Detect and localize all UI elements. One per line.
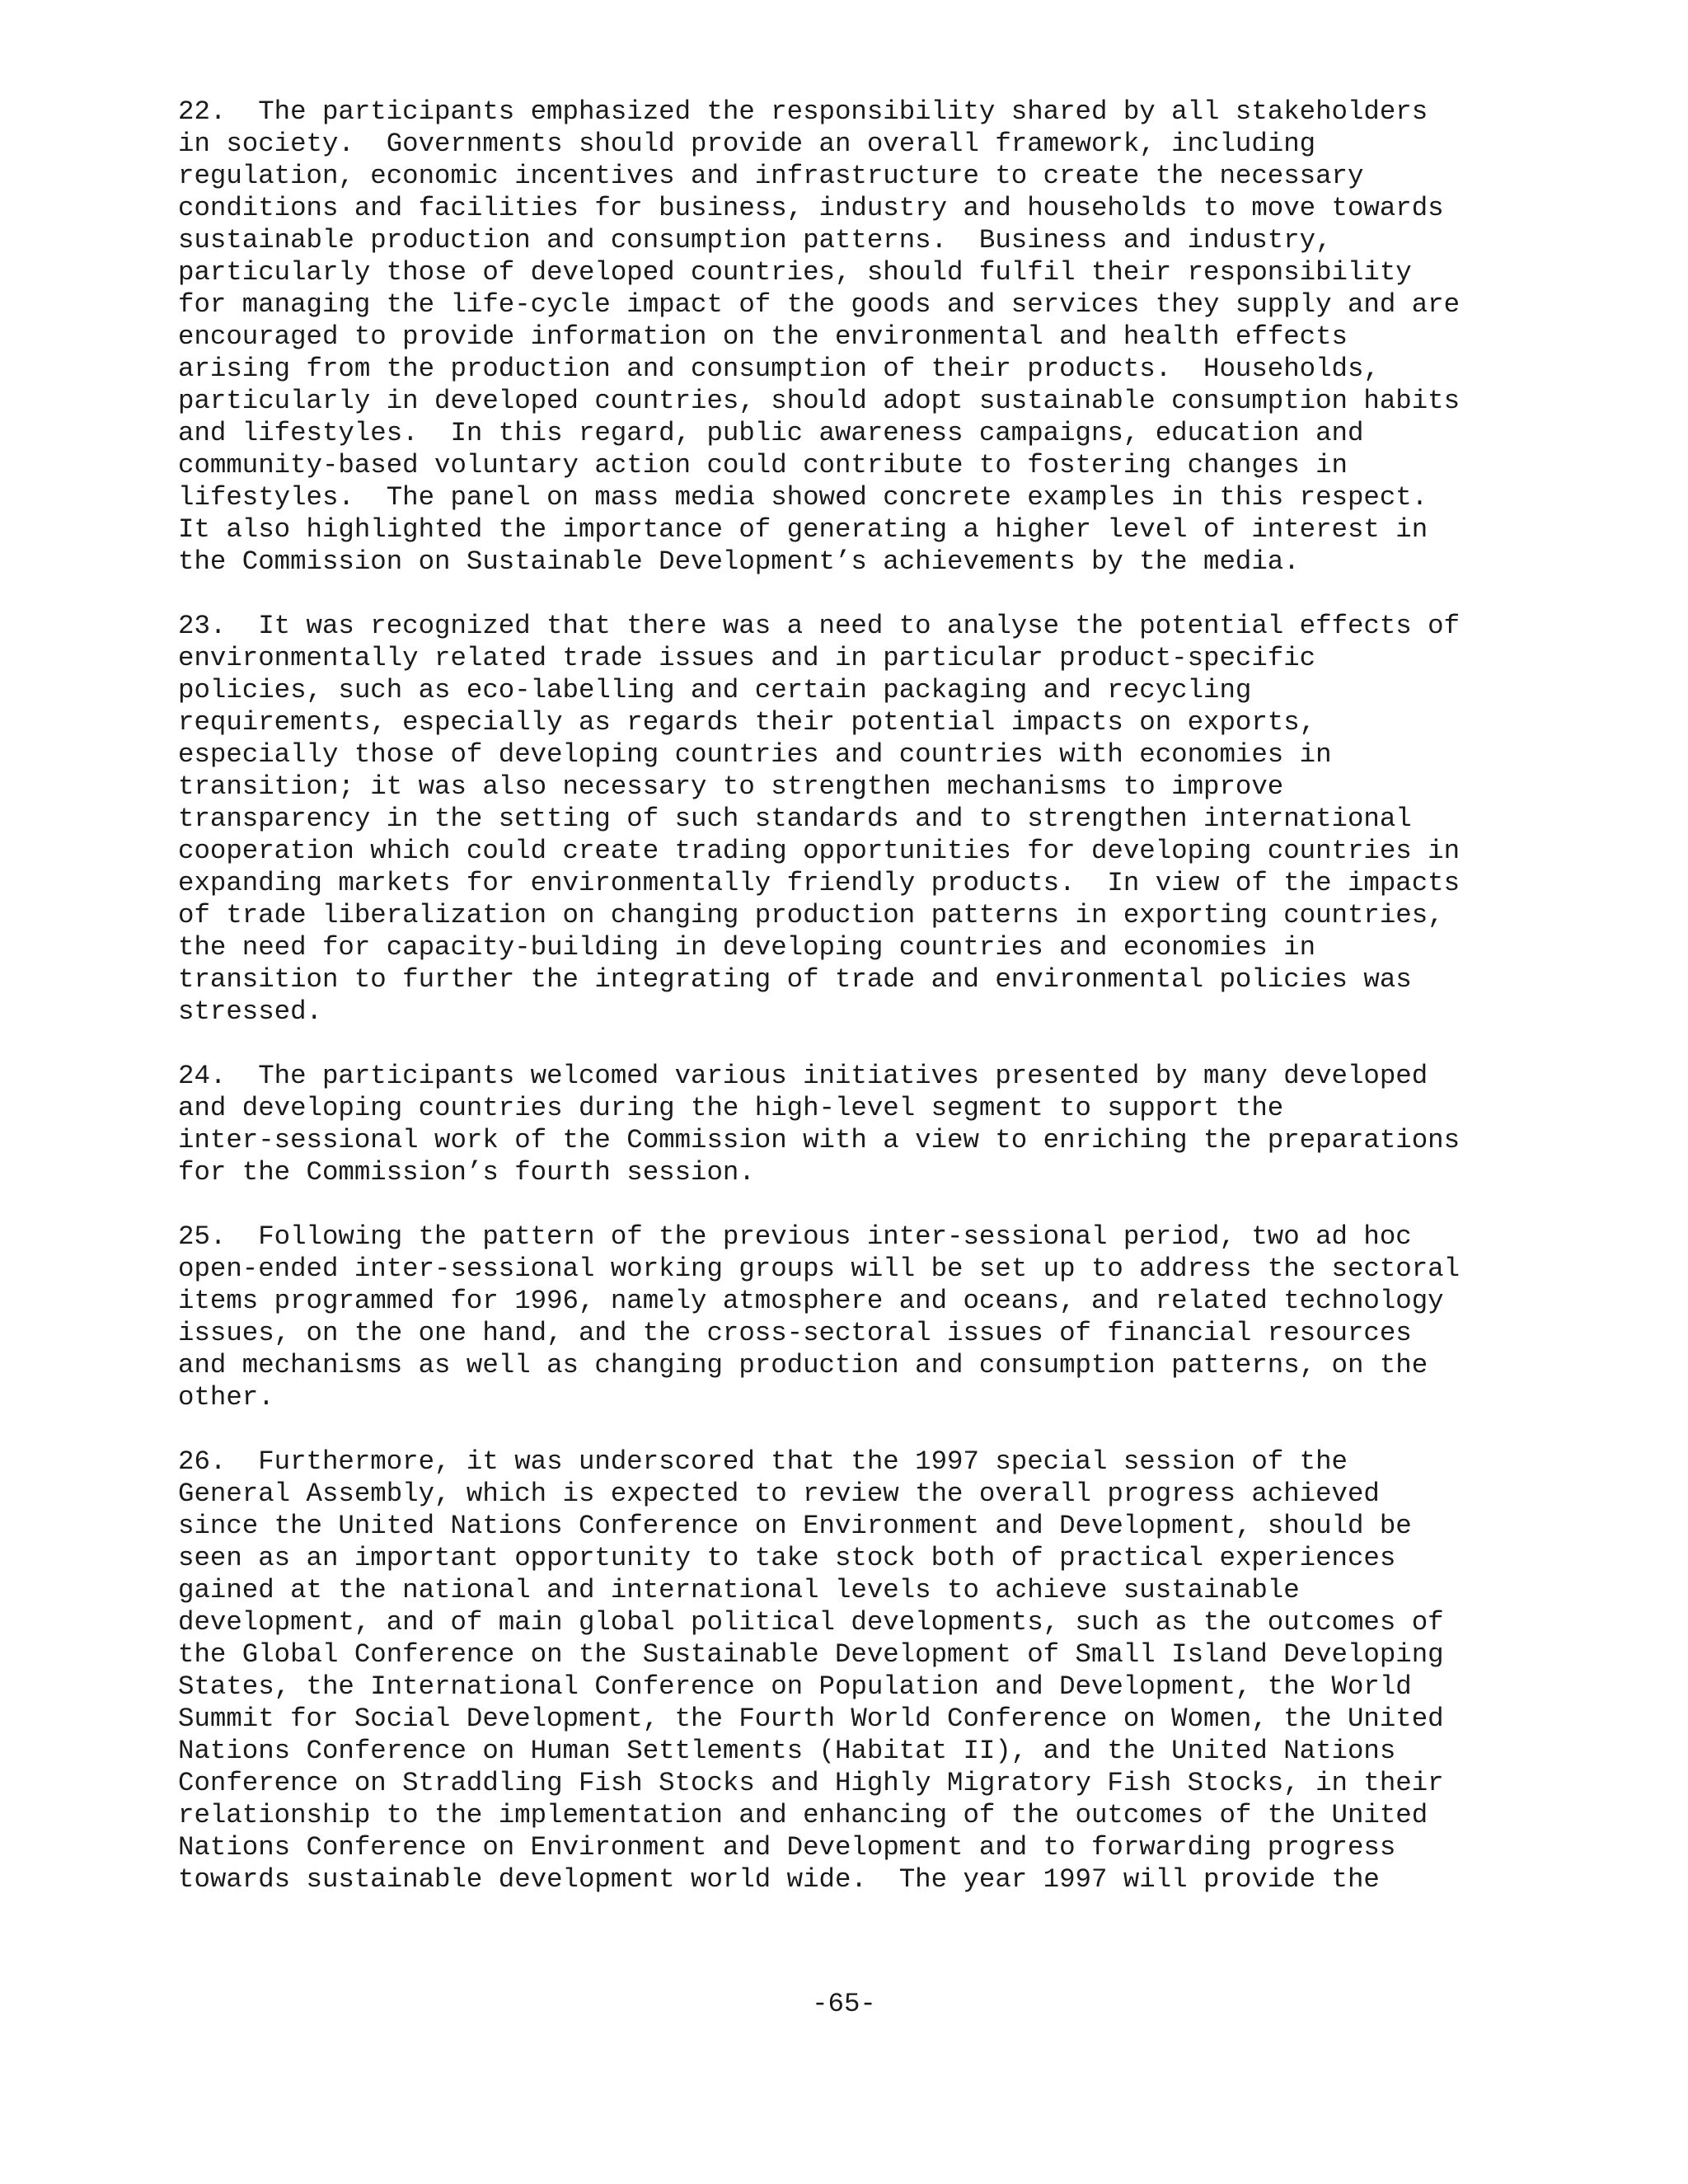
paragraph-23: 23. It was recognized that there was a need to analyse the potential effects of environmentally related trade issues and in particular product-specific policies, such as eco-labelling and certain packaging and recycling requirements, especially as regards their potential impacts on exports, especially those of developing countries and countries with economies in transition; it was also necessary to strengthen mechanisms to improve transparency in the setting of such standards and to strengthen international cooperation which could create trading opportunities for developing countries in expanding markets for environmentally friendly products. In view of the impacts of trade liberalization on changing production patterns in exporting countries, the need for capacity-building in developing countries and economies in transition to further the integrating of trade and environmental policies was stressed.	[178, 611, 1461, 1027]
paragraph-25: 25. Following the pattern of the previous inter-sessional period, two ad hoc open-ended inter-sessional working groups will be set up to address the sectoral items programmed for 1996, namely atmosphere and oceans, and related technology issues, on the one hand, and the cross-sectoral issues of financial resources and mechanisms as well as changing production and consumption patterns, on the other.	[178, 1221, 1461, 1413]
paragraph-26: 26. Furthermore, it was underscored that the 1997 special session of the General Assembly, which is expected to review the overall progress achieved since the United Nations Conference on Environment and Development, should be seen as an important opportunity to take stock both of practical experiences gained at the national and international levels to achieve sustainable development, and of main global political developments, such as the outcomes of the Global Conference on the Sustainable Development of Small Island Developing States, the International Conference on Population and Development, the World Summit for Social Development, the Fourth World Conference on Women, the United Nations Conference on Human Settlements (Habitat II), and the United Nations Conference on Straddling Fish Stocks and Highly Migratory Fish Stocks, in their relationship to the implementation and enhancing of the outcomes of the United Nations Conference on Environment and Development and to forwarding progress towards sustainable development world wide. The year 1997 will provide the	[178, 1446, 1444, 1895]
paragraph-24: 24. The participants welcomed various initiatives presented by many developed and developing countries during the high-level segment to support the inter-sessional work of the Commission with a view to enriching the preparations for the Commission’s fourth session.	[178, 1061, 1461, 1188]
page-number: -65-	[812, 1989, 876, 2019]
paragraph-22: 22. The participants emphasized the responsibility shared by all stakeholders in society. Governments should provide an overall framework, including regulation, economic incentives and infrastructure to create the necessary conditions and facilities for business, industry and households to move towards sustainable production and consumption patterns. Business and industry, particularly those of developed countries, should fulfil their responsibility for managing the life-cycle impact of the goods and services they supply and are encouraged to provide information on the environmental and health effects arising from the production and consumption of their products. Households, particularly in developed countries, should adopt sustainable consumption habits and lifestyles. In this regard, public awareness campaigns, education and community-based voluntary action could contribute to fostering changes in lifestyles. The panel on mass media showed concrete examples in this respect. It also highlighted the importance of generating a higher level of interest in the Commission on Sustainable Development’s achievements by the media.	[178, 96, 1461, 577]
document-body	[178, 96, 1530, 1928]
